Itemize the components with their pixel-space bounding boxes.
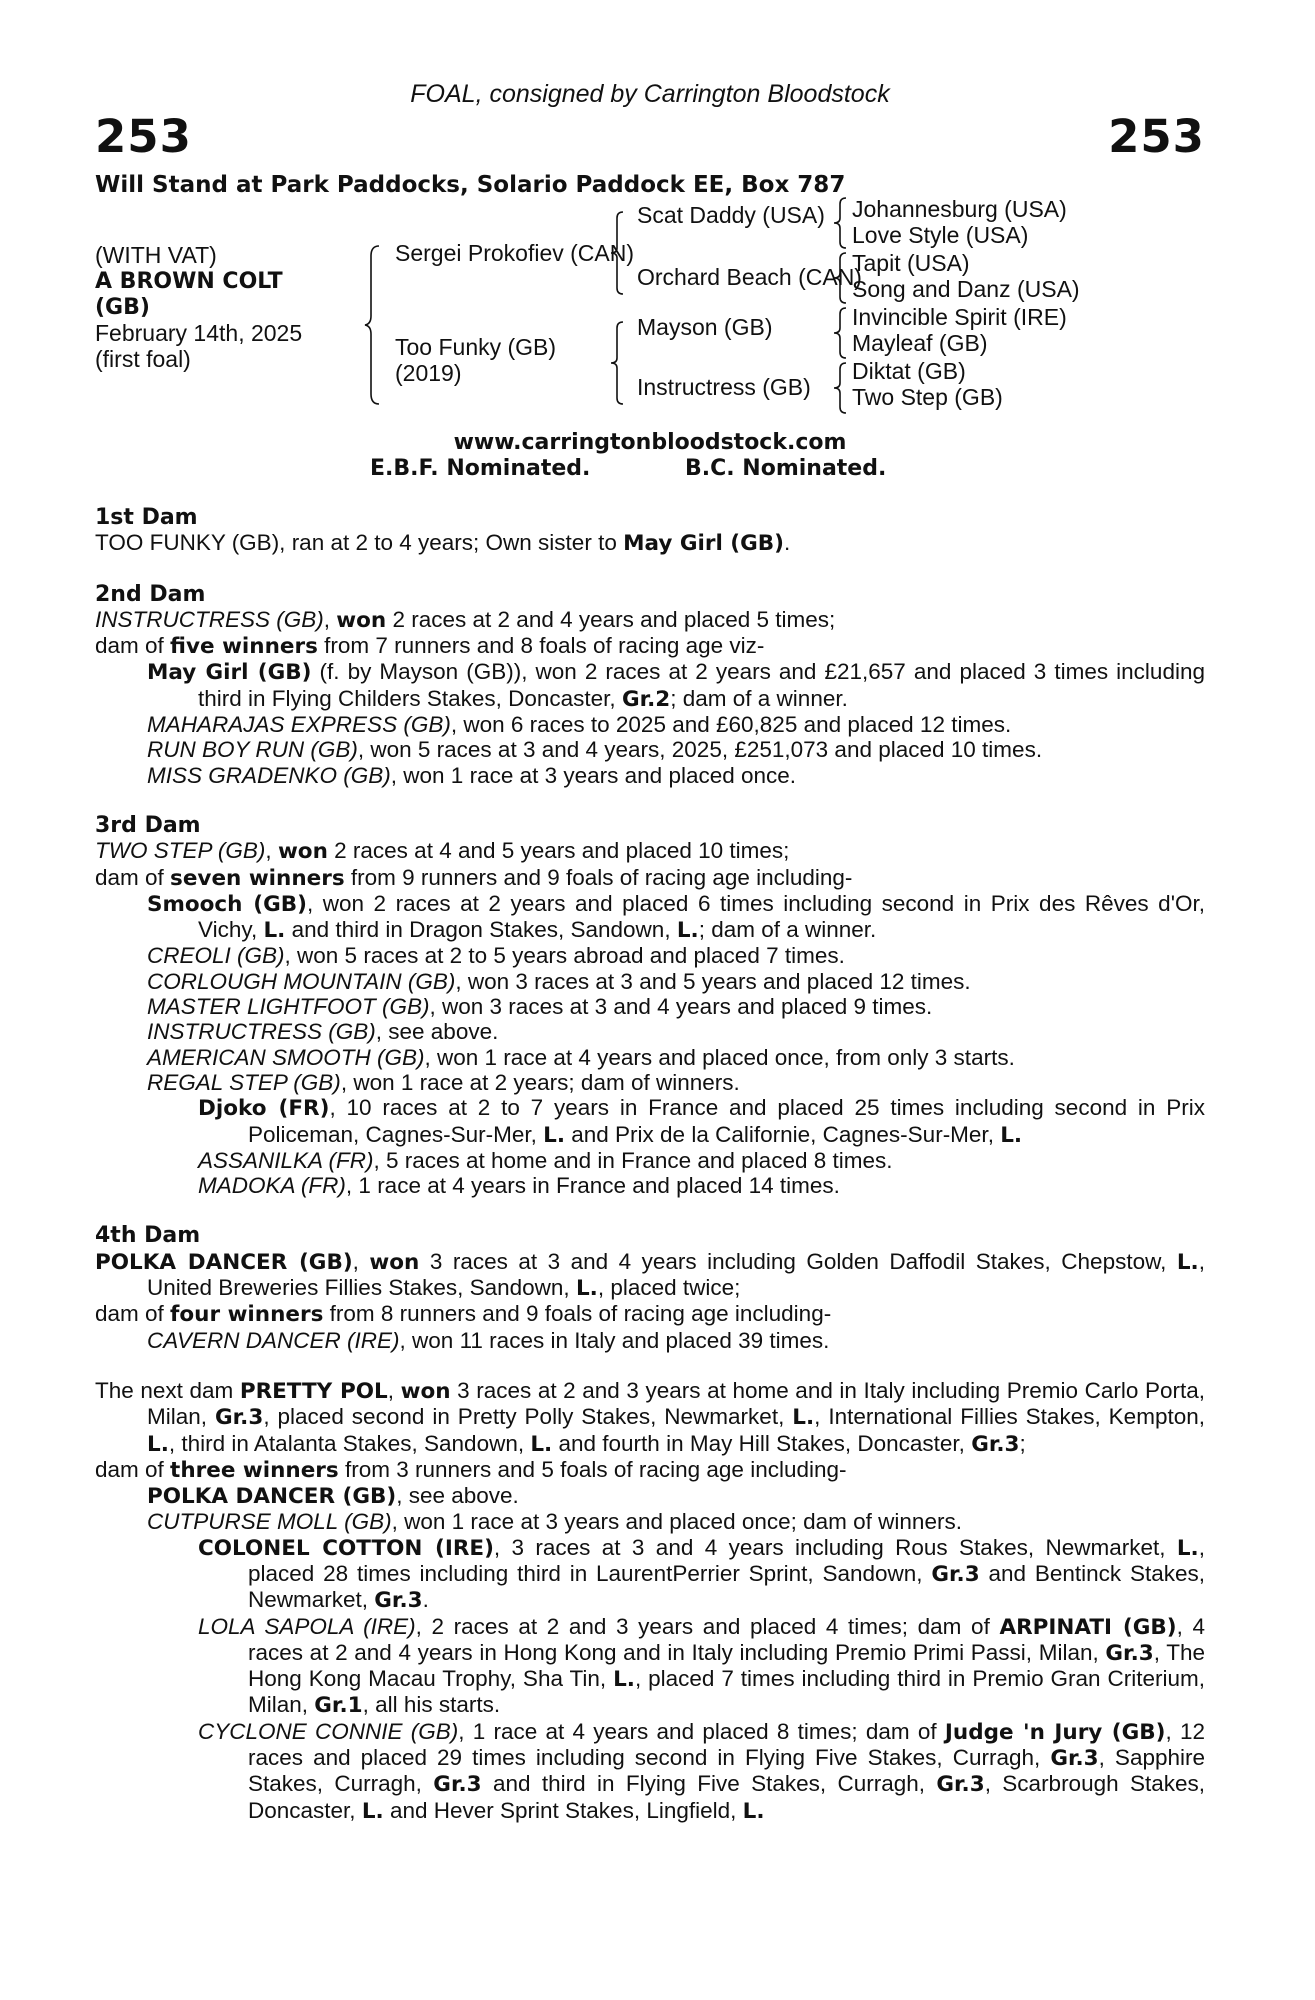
- dam-name: Too Funky (GB): [395, 334, 557, 360]
- ggp-3: Tapit (USA): [852, 250, 970, 276]
- horse-description-country: (GB): [95, 295, 150, 320]
- produce-row: MASTER LIGHTFOOT (GB), won 3 races at 3 and 4 years and placed 9 times.: [147, 994, 933, 1020]
- ggp-6: Mayleaf (GB): [852, 330, 988, 356]
- consignment-line: FOAL, consigned by Carrington Bloodstock: [410, 80, 890, 108]
- first-foal-note: (first foal): [95, 346, 191, 372]
- vat-note: (WITH VAT): [95, 242, 217, 268]
- pedigree-table: [95, 196, 1205, 431]
- fourth-dam-record: POLKA DANCER (GB), won 3 races at 3 and 4 years including Golden Daffodil Stakes, Chepstow, L., United Breweries Fillies Stakes, Sandown, L., placed twice;: [95, 1248, 1205, 1302]
- third-dam-produce: dam of seven winners from 9 runners and 9 foals of racing age including-: [95, 864, 853, 891]
- next-dam-record: The next dam PRETTY POL, won 3 races at 2 and 3 years at home and in Italy including Premio Carlo Porta, Milan, Gr.3, placed second in Pretty Polly Stakes, Newmarket, L., International Fillies Stakes, Kempton, L., third in Atalanta Stakes, Sandown, L. and fourth in May Hill Stakes, Doncaster, Gr.3;: [95, 1377, 1205, 1457]
- lot-number-left: 253: [95, 110, 192, 163]
- sire-name: Sergei Prokofiev (CAN): [395, 240, 635, 266]
- produce-colonel-cotton: COLONEL COTTON (IRE), 3 races at 3 and 4 years including Rous Stakes, Newmarket, L., placed 28 times including third in LaurentPerrier Sprint, Sandown, Gr.3 and Bentinck Stakes, Newmarket, Gr.3.: [198, 1534, 1205, 1614]
- ggp-brace-2: [832, 251, 848, 305]
- foaling-date: February 14th, 2025: [95, 320, 303, 346]
- second-dam-record: INSTRUCTRESS (GB), won 2 races at 2 and 4 years and placed 5 times;: [95, 606, 836, 633]
- stand-location: Will Stand at Park Paddocks, Solario Paddock EE, Box 787: [95, 172, 846, 198]
- ggp-1: Johannesburg (USA): [852, 196, 1067, 222]
- produce-row: MAHARAJAS EXPRESS (GB), won 6 races to 2025 and £60,825 and placed 12 times.: [147, 712, 1012, 738]
- ggp-8: Two Step (GB): [852, 384, 1003, 410]
- produce-row: CORLOUGH MOUNTAIN (GB), won 3 races at 3 and 5 years and placed 12 times.: [147, 968, 971, 994]
- dam-parents-brace: [609, 320, 625, 406]
- third-dam-record: TWO STEP (GB), won 2 races at 4 and 5 years and placed 10 times;: [95, 838, 790, 865]
- family-section: [95, 505, 1205, 1824]
- ggp-brace-3: [832, 306, 848, 360]
- produce-row: CAVERN DANCER (IRE), won 11 races in Italy and placed 39 times.: [147, 1327, 830, 1353]
- ebf-nominated: E.B.F. Nominated.: [370, 456, 591, 481]
- ggp-5: Invincible Spirit (IRE): [852, 304, 1067, 330]
- produce-row: INSTRUCTRESS (GB), see above.: [147, 1019, 499, 1045]
- fourth-dam-heading: 4th Dam: [95, 1223, 201, 1249]
- produce-lola-sapola: LOLA SAPOLA (IRE), 2 races at 2 and 3 years and placed 4 times; dam of ARPINATI (GB), 4 races at 2 and 4 years in Hong Kong and in Italy including Premio Primi Passi, Milan, Gr.3, The Hong Kong Macau Trophy, Sha Tin, L., placed 7 times including third in Premio Gran Criterium, Milan, Gr.1, all his starts.: [198, 1613, 1205, 1719]
- bc-nominated: B.C. Nominated.: [685, 456, 887, 481]
- produce-row: AMERICAN SMOOTH (GB), won 1 race at 4 years and placed once, from only 3 starts.: [147, 1044, 1015, 1070]
- dam-dam: Instructress (GB): [637, 374, 811, 400]
- produce-row: CUTPURSE MOLL (GB), won 1 race at 3 years and placed once; dam of winners.: [147, 1509, 962, 1535]
- produce-smooch: Smooch (GB), won 2 races at 2 years and placed 6 times including second in Prix des Rêves d'Or, Vichy, L. and third in Dragon Stakes, Sandown, L.; dam of a winner.: [147, 890, 1205, 944]
- sire-dam: Orchard Beach (CAN): [637, 264, 862, 290]
- produce-row: CREOLI (GB), won 5 races at 2 to 5 years abroad and placed 7 times.: [147, 943, 845, 969]
- sire-sire: Scat Daddy (USA): [637, 202, 825, 228]
- ggp-2: Love Style (USA): [852, 222, 1029, 248]
- website: www.carringtonbloodstock.com: [453, 430, 847, 455]
- next-dam-produce: dam of three winners from 3 runners and 5 foals of racing age including-: [95, 1456, 847, 1483]
- ggp-7: Diktat (GB): [852, 358, 966, 384]
- ggp-brace-1: [832, 196, 848, 250]
- first-dam-text: TOO FUNKY (GB), ran at 2 to 4 years; Own sister to May Girl (GB).: [95, 530, 791, 557]
- produce-row: MADOKA (FR), 1 race at 4 years in France and placed 14 times.: [198, 1173, 840, 1199]
- ggp-4: Song and Danz (USA): [852, 276, 1080, 302]
- sire-parents-brace: [609, 210, 625, 296]
- produce-row: RUN BOY RUN (GB), won 5 races at 3 and 4 years, 2025, £251,073 and placed 10 times.: [147, 737, 1043, 763]
- produce-row: MISS GRADENKO (GB), won 1 race at 3 years and placed once.: [147, 762, 797, 788]
- lot-number-right: 253: [1108, 110, 1205, 163]
- dam-sire: Mayson (GB): [637, 314, 773, 340]
- produce-row: REGAL STEP (GB), won 1 race at 2 years; dam of winners.: [147, 1069, 740, 1095]
- first-dam-heading: 1st Dam: [95, 505, 198, 530]
- produce-row: ASSANILKA (FR), 5 races at home and in France and placed 8 times.: [198, 1147, 893, 1173]
- dam-year: (2019): [395, 360, 462, 386]
- produce-row: POLKA DANCER (GB), see above.: [147, 1483, 519, 1510]
- horse-description: A BROWN COLT: [95, 269, 283, 294]
- fourth-dam-produce: dam of four winners from 8 runners and 9 foals of racing age including-: [95, 1301, 832, 1328]
- third-dam-heading: 3rd Dam: [95, 812, 201, 838]
- produce-may-girl: May Girl (GB) (f. by Mayson (GB)), won 2 races at 2 years and £21,657 and placed 3 times including third in Flying Childers Stakes, Doncaster, Gr.2; dam of a winner.: [147, 659, 1205, 712]
- sire-dam-brace: [363, 244, 385, 406]
- second-dam-produce: dam of five winners from 7 runners and 8 foals of racing age viz-: [95, 633, 765, 660]
- ggp-brace-4: [832, 361, 848, 415]
- produce-cyclone-connie: CYCLONE CONNIE (GB), 1 race at 4 years and placed 8 times; dam of Judge 'n Jury (GB), 12 races and placed 29 times including second in Flying Five Stakes, Curragh, Gr.3, Sapphire Stakes, Curragh, Gr.3 and third in Flying Five Stakes, Curragh, Gr.3, Scarbrough Stakes, Doncaster, L. and Hever Sprint Stakes, Lingfield, L.: [198, 1718, 1206, 1824]
- produce-djoko: Djoko (FR), 10 races at 2 to 7 years in France and placed 25 times including second in Prix Policeman, Cagnes-Sur-Mer, L. and Prix de la Californie, Cagnes-Sur-Mer, L.: [198, 1095, 1206, 1148]
- second-dam-heading: 2nd Dam: [95, 581, 206, 607]
